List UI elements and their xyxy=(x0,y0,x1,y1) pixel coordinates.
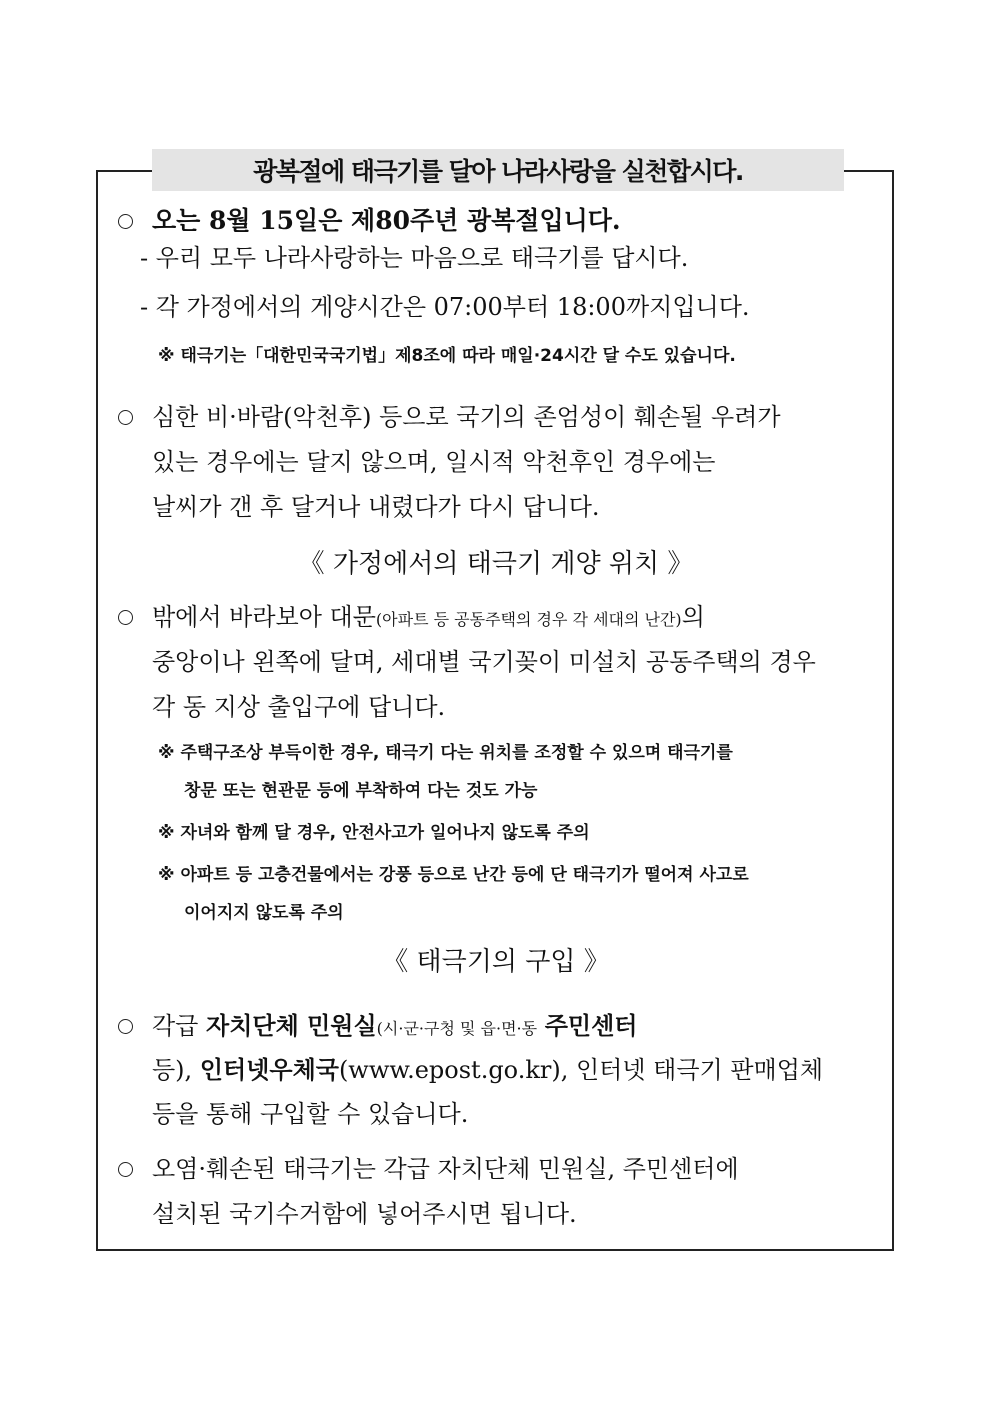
sec3-note2: ※ 자녀와 함께 달 경우, 안전사고가 일어나지 않도록 주의 xyxy=(158,823,590,843)
sec3-note1b: 창문 또는 현관문 등에 부착하여 다는 것도 가능 xyxy=(184,781,538,801)
bullet-circle-icon xyxy=(118,1162,133,1177)
heading-display-location: 《 가정에서의 태극기 게양 위치 》 xyxy=(298,549,694,579)
sec5-line2: 설치된 국기수거함에 넣어주시면 됩니다. xyxy=(152,1200,577,1228)
sec5-line1: 오염·훼손된 태극기는 각급 자치단체 민원실, 주민센터에 xyxy=(152,1155,739,1183)
sec4-url-text: (www.epost.go.kr), 인터넷 태극기 판매업체 xyxy=(338,1056,824,1084)
sec4-paren: (시·군·구청 및 읍·면·동 xyxy=(376,1019,538,1038)
sec3-line1 xyxy=(152,602,705,635)
sec3-line1-paren: (아파트 등 공동주택의 경우 각 세대의 난간) xyxy=(375,610,682,629)
sec1-note: ※ 태극기는「대한민국국기법」제8조에 따라 매일·24시간 달 수도 있습니다. xyxy=(158,346,736,366)
sec3-note3b: 이어지지 않도록 주의 xyxy=(184,903,344,923)
sec4-bold-post: 인터넷우체국 xyxy=(199,1055,339,1084)
bullet-circle-icon xyxy=(118,1019,133,1034)
sec3-line3: 각 동 지상 출입구에 답니다. xyxy=(152,693,446,721)
bullet-circle-icon xyxy=(118,610,133,625)
sec4-line2 xyxy=(152,1055,823,1085)
page-title: 광복절에 태극기를 달아 나라사랑을 실천합시다. xyxy=(152,149,844,191)
sec4-bold-office: 자치단체 민원실 xyxy=(206,1011,377,1040)
heading-purchase: 《 태극기의 구입 》 xyxy=(382,947,610,977)
sec1-main: 오는 8월 15일은 제80주년 광복절입니다. xyxy=(152,206,621,235)
sec4-text: 각급 xyxy=(152,1012,199,1040)
bullet-circle-icon xyxy=(118,214,133,229)
sec3-line1-main: 밖에서 바라보아 대문 xyxy=(152,603,376,631)
sec1-dash2: - 각 가정에서의 게양시간은 07:00부터 18:00까지입니다. xyxy=(140,293,750,321)
bullet-circle-icon xyxy=(118,410,133,425)
sec3-line2: 중앙이나 왼쪽에 달며, 세대별 국기꽂이 미설치 공동주택의 경우 xyxy=(152,648,816,676)
sec4-bold-center: 주민센터 xyxy=(544,1011,638,1040)
sec4-line1 xyxy=(152,1011,637,1044)
sec3-note1a: ※ 주택구조상 부득이한 경우, 태극기 다는 위치를 조정할 수 있으며 태극기를 xyxy=(158,743,733,763)
sec4-line3: 등을 통해 구입할 수 있습니다. xyxy=(152,1100,469,1128)
sec1-dash1: - 우리 모두 나라사랑하는 마음으로 태극기를 답시다. xyxy=(140,244,689,272)
sec4-text: 등), xyxy=(152,1056,193,1084)
sec2-line3: 날씨가 갠 후 달거나 내렸다가 다시 답니다. xyxy=(152,493,600,521)
sec3-line1-end: 의 xyxy=(681,603,705,631)
sec2-line2: 있는 경우에는 달지 않으며, 일시적 악천후인 경우에는 xyxy=(152,448,716,476)
sec3-note3a: ※ 아파트 등 고층건물에서는 강풍 등으로 난간 등에 단 태극기가 떨어져 사고로 xyxy=(158,865,749,885)
sec2-line1: 심한 비·바람(악천후) 등으로 국기의 존엄성이 훼손될 우려가 xyxy=(152,403,781,431)
